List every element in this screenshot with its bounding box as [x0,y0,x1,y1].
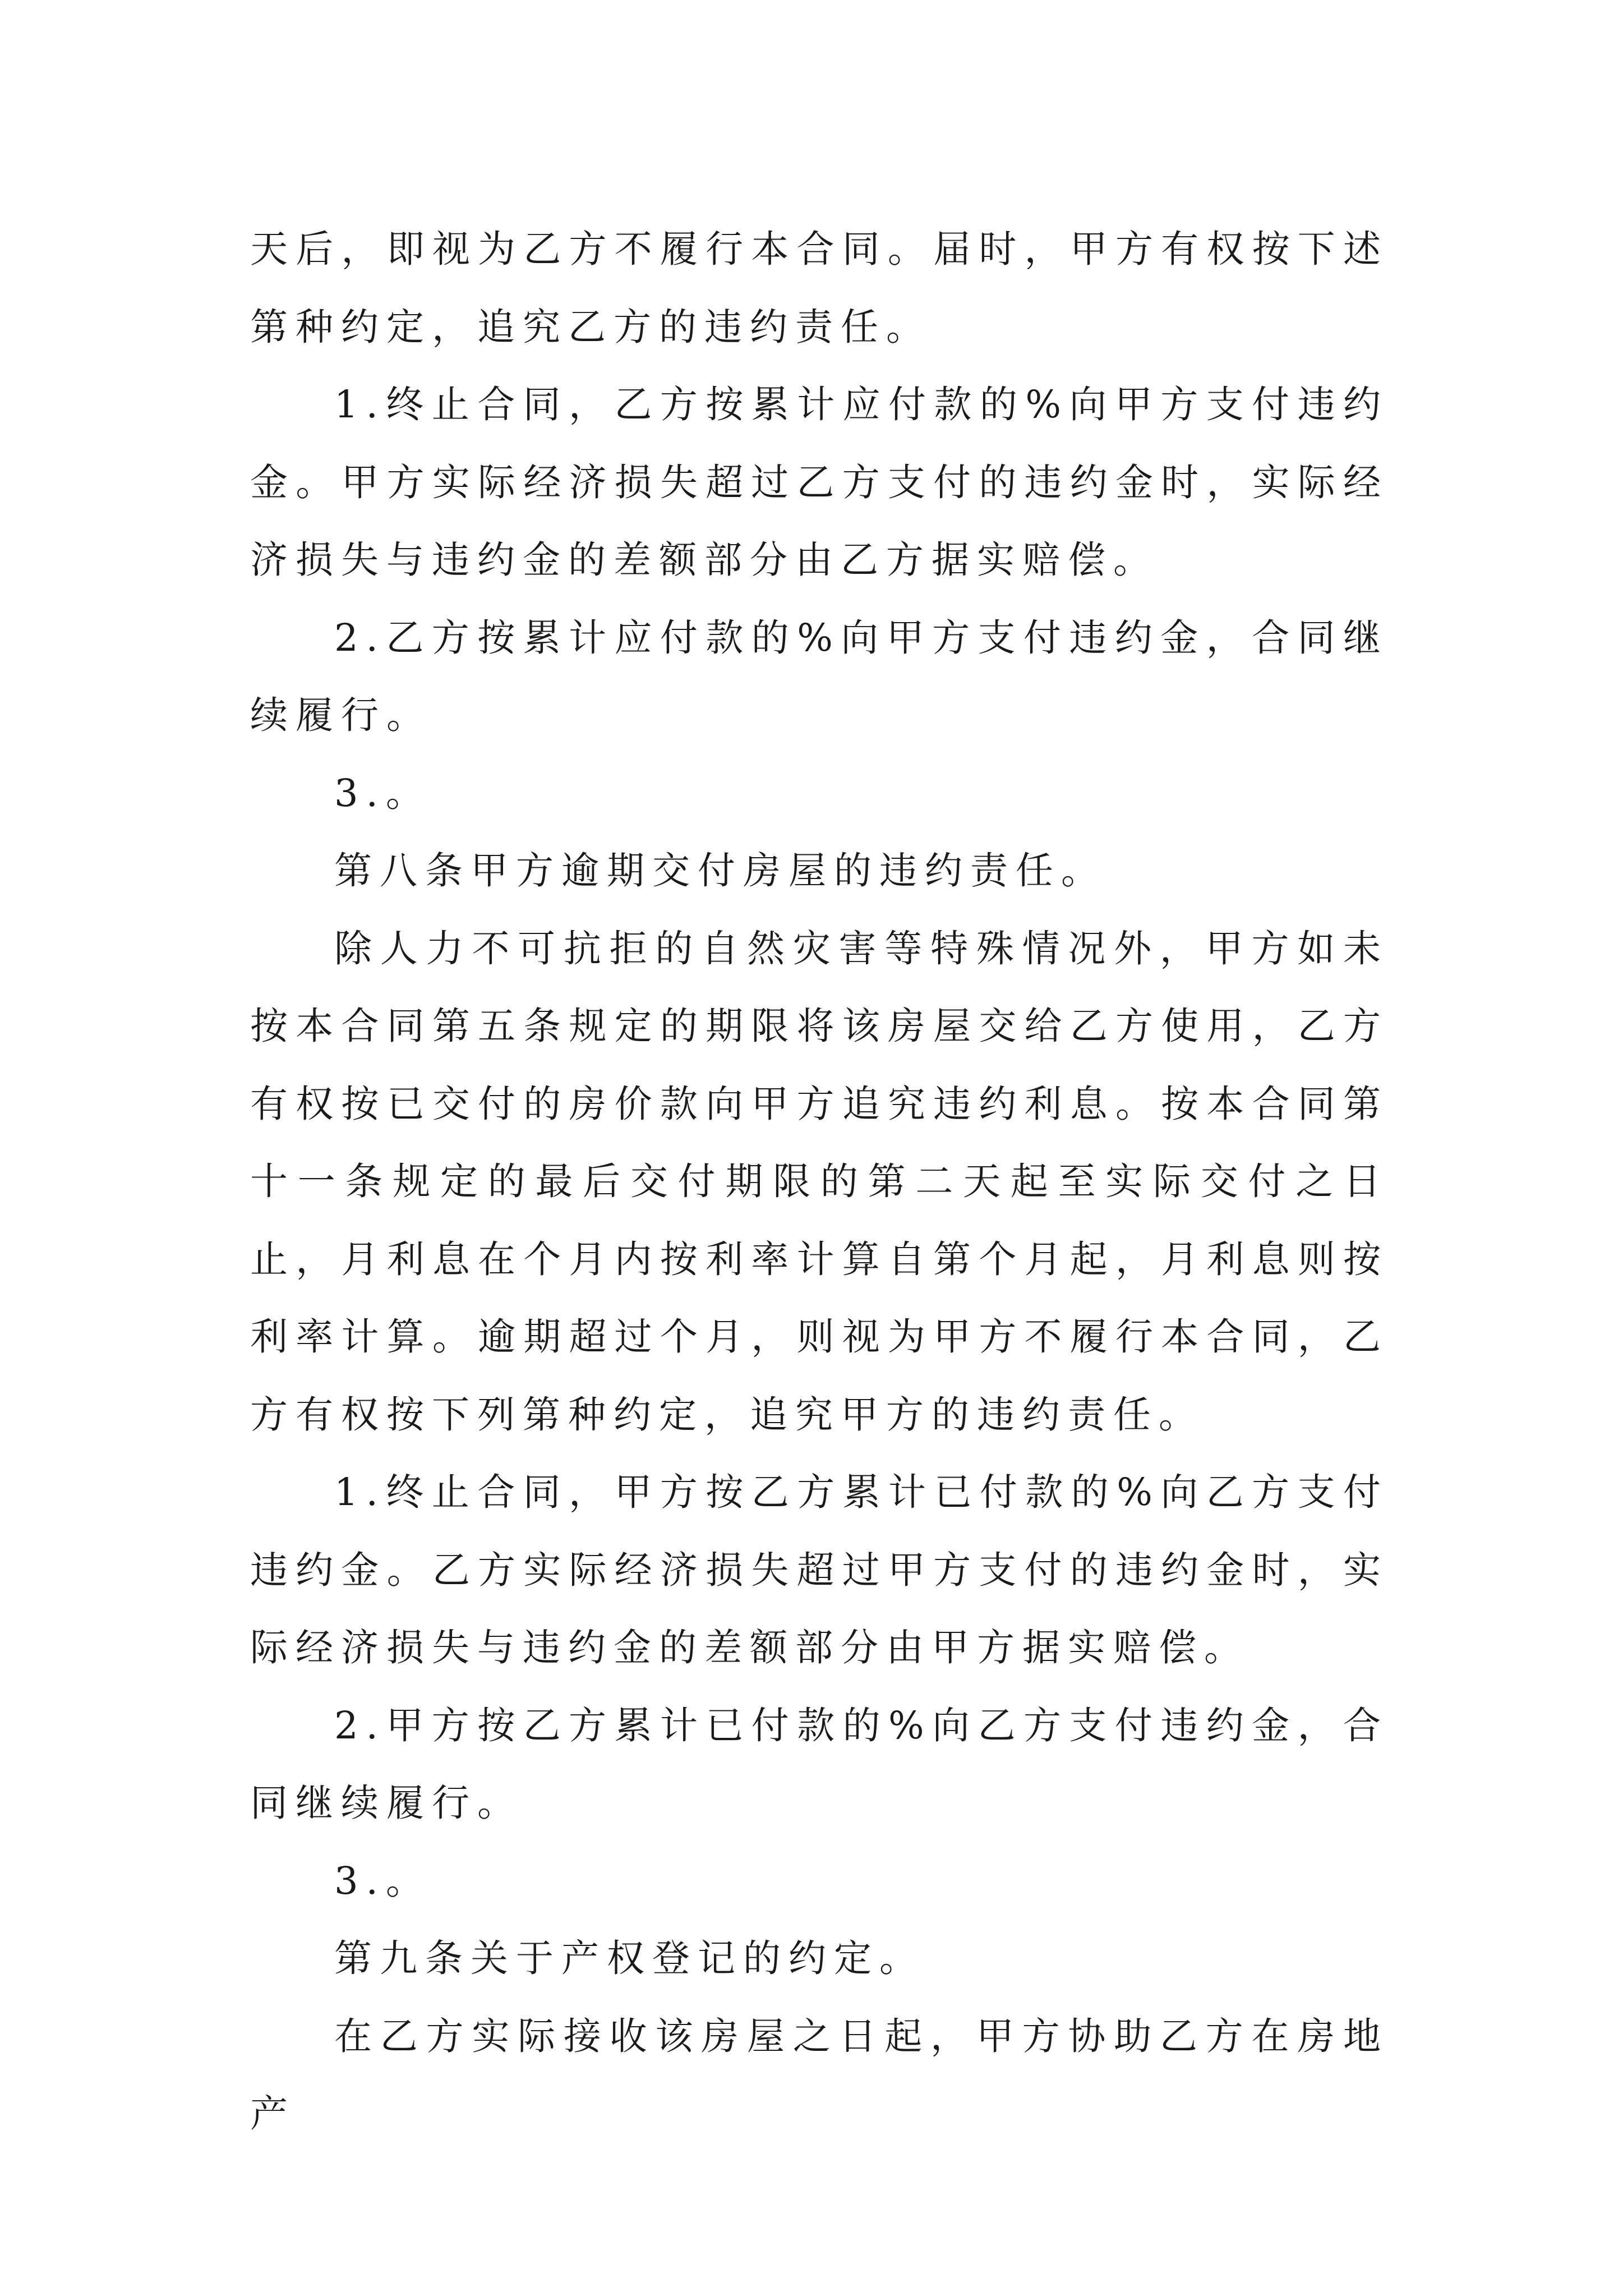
paragraph-1: 天后，即视为乙方不履行本合同。届时，甲方有权按下述第种约定，追究乙方的违约责任。 [250,227,1389,349]
paragraph-9: 3.。 [334,1858,431,1903]
paragraph-7: 1.终止合同，甲方按乙方累计已付款的%向乙方支付违约金。乙方实际经济损失超过甲方支付的违约金时，实际经济损失与违约金的差额部分由甲方据实赔偿。 [250,1470,1389,1669]
section-heading-article-8: 第八条甲方逾期交付房屋的违约责任。 [334,849,1106,892]
paragraph-2: 1.终止合同，乙方按累计应付款的%向甲方支付违约金。甲方实际经济损失超过乙方支付的违约金时，实际经济损失与违约金的差额部分由乙方据实赔偿。 [250,383,1389,582]
paragraph-6: 除人力不可抗拒的自然灾害等特殊情况外，甲方如未按本合同第五条规定的期限将该房屋交给乙方使用，乙方有权按已交付的房价款向甲方追究违约利息。按本合同第十一条规定的最后交付期限的第二天起至实际交付之日止，月利息在个月内按利率计算自第个月起，月利息则按利率计算。逾期超过个月，则视为甲方不履行本合同，乙方有权按下列第种约定，追究甲方的违约责任。 [250,926,1389,1437]
paragraph-8: 2.甲方按乙方累计已付款的%向乙方支付违约金，合同继续履行。 [250,1703,1389,1825]
paragraph-11: 在乙方实际接收该房屋之日起，甲方协助乙方在房地产 [250,2014,1389,2136]
document-body [250,210,1389,2153]
paragraph-3: 2.乙方按累计应付款的%向甲方支付违约金，合同继续履行。 [250,615,1389,737]
paragraph-4: 3.。 [334,771,431,815]
section-heading-article-9: 第九条关于产权登记的约定。 [334,1936,925,1980]
